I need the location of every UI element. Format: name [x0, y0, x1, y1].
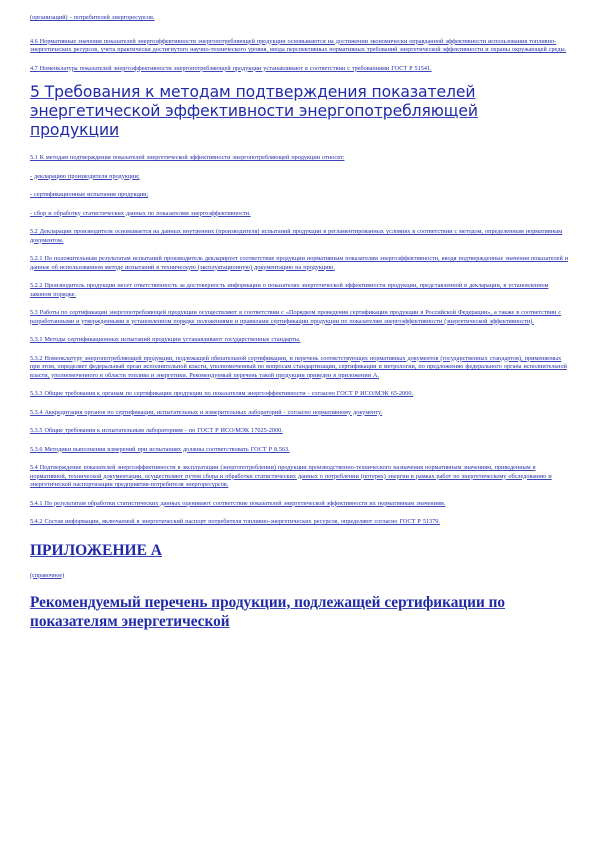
- paragraph[interactable]: 4.7 Номенклатура показателей энергоэффективности энергопотребляющей продукции устанавливают в соответствии с требованиями ГОСТ Р 51541.: [30, 64, 432, 72]
- appendix-subtitle-link[interactable]: Рекомендуемый перечень продукции, подлежащей сертификации по показателям энергетической: [30, 593, 506, 630]
- paragraph[interactable]: 4.6 Нормативные значения показателей энергоэффективности энергопотребляющей продукции основываются на достижении экономически оправданной эффективности использования топливно-энергетических ресурсов, учета практически достигнутого научно-технического уровня, ввода перспективных нормативных требований энергетической эффективности и охраны окружающей среды.: [30, 37, 567, 53]
- paragraph[interactable]: 5.4 Подтверждение показателей энергоэффективности в эксплуатации (энергопотреблении) продукции производственно-технического назначения нормативным значениям, приведенным в нормативной, технической документации, осуществляют путем сбора и обработки статистических данных о потреблении (потерях) энергии в рамках работ по энергетическому обследованию и энергетической паспортизации предприятия-потребителя энергоресурсов.: [30, 464, 552, 488]
- appendix-heading[interactable]: [30, 541, 570, 560]
- paragraph[interactable]: 5.3.4 Аккредитация органов по сертификации, испытательных и измерительных лабораторий - согласно нормативному документу.: [30, 408, 383, 416]
- paragraph[interactable]: 5.2.1 По положительным результатам испытаний производитель декларирует соответствие продукции нормативным показателям энергоэффективности, вводя подтвержденные значения показателей и данные об использованном методе испытаний в техническую (эксплуатационную) документацию на продукцию.: [30, 255, 569, 271]
- paragraph[interactable]: 5.1 К методам подтверждения показателей энергетической эффективности энергопотребляющей продукции относят:: [30, 154, 345, 161]
- paragraph[interactable]: (организаций) - потребителей энергоресурсов.: [30, 14, 155, 21]
- paragraph[interactable]: 5.3.1 Методы сертификационных испытаний продукции устанавливают государственные стандарты.: [30, 336, 301, 343]
- document-page: [30, 14, 570, 632]
- paragraph[interactable]: 5.3.5 Общие требования к испытательным лабораториям - по ГОСТ Р ИСО/МЭК 17025-2000.: [30, 427, 283, 434]
- list-item[interactable]: - сертификационные испытания продукции;: [30, 191, 149, 198]
- paragraph[interactable]: 5.2 Декларации производителя основывается на данных внутренних (производителя) испытаний продукции в регламентированных условиях в соответствии с методом, определенным нормативным документом.: [30, 228, 563, 244]
- paragraph[interactable]: 5.4.1 По результатам обработки статистических данных оценивают соответствие показателей энергетической эффективности их нормативным значениям.: [30, 499, 446, 507]
- section-5-heading[interactable]: [30, 83, 570, 140]
- appendix-heading-link[interactable]: ПРИЛОЖЕНИЕ А: [30, 541, 162, 559]
- appendix-note[interactable]: (справочное): [30, 571, 65, 579]
- paragraph[interactable]: 5.2.2 Производитель продукции несет ответственность за достоверность информации о показателях энергетической эффективности продукции, представленной в декларации, в установленном законом порядке.: [30, 282, 549, 298]
- paragraph[interactable]: 5.3 Работы по сертификации энергопотребляющей продукции осуществляют в соответствии с «Порядком проведения сертификации продукции в Российской Федерации», а также в соответствии с разработанными и утвержденными в установленном порядке положениями и правилами сертификации продукции по показателям энергоэффективности (энергетической эффективности).: [30, 309, 562, 325]
- appendix-subtitle[interactable]: [30, 593, 570, 632]
- paragraph[interactable]: 5.3.6 Методики выполнения измерений при испытаниях должны соответствовать ГОСТ Р 8.563.: [30, 445, 290, 453]
- list-item[interactable]: - декларацию производителя продукции;: [30, 172, 140, 180]
- paragraph[interactable]: 5.3.3 Общие требования к органам по сертификации продукции по показателям энергоэффективности - согласно ГОСТ Р ИСО/МЭК 65-2000.: [30, 390, 414, 397]
- section-5-heading-link[interactable]: 5 Требования к методам подтверждения показателей энергетической эффективности энергопотребляющей продукции: [30, 83, 478, 139]
- paragraph[interactable]: 5.4.2 Состав информации, включаемой в энергетический паспорт потребителя топливно-энергетических ресурсов, определяют согласно ГОСТ Р 51379.: [30, 518, 440, 525]
- list-item[interactable]: - сбор и обработку статистических данных по показателям энергоэффективности.: [30, 209, 251, 217]
- paragraph[interactable]: 5.3.2 Номенклатуру энергопотребляющей продукции, подлежащей обязательной сертификации, и перечень соответствующих нормативных документов (государственных стандартов), применяемых при этом, определяет федеральный орган исполнительной власти, уполномоченный по вопросам стандартизации, сертификации и метрологии, по предложению федерального органа исполнительной власти, уполномоченного в области топлива и энергетики. Рекомендуемый перечень такой продукции приведен в приложении А.: [30, 354, 567, 379]
